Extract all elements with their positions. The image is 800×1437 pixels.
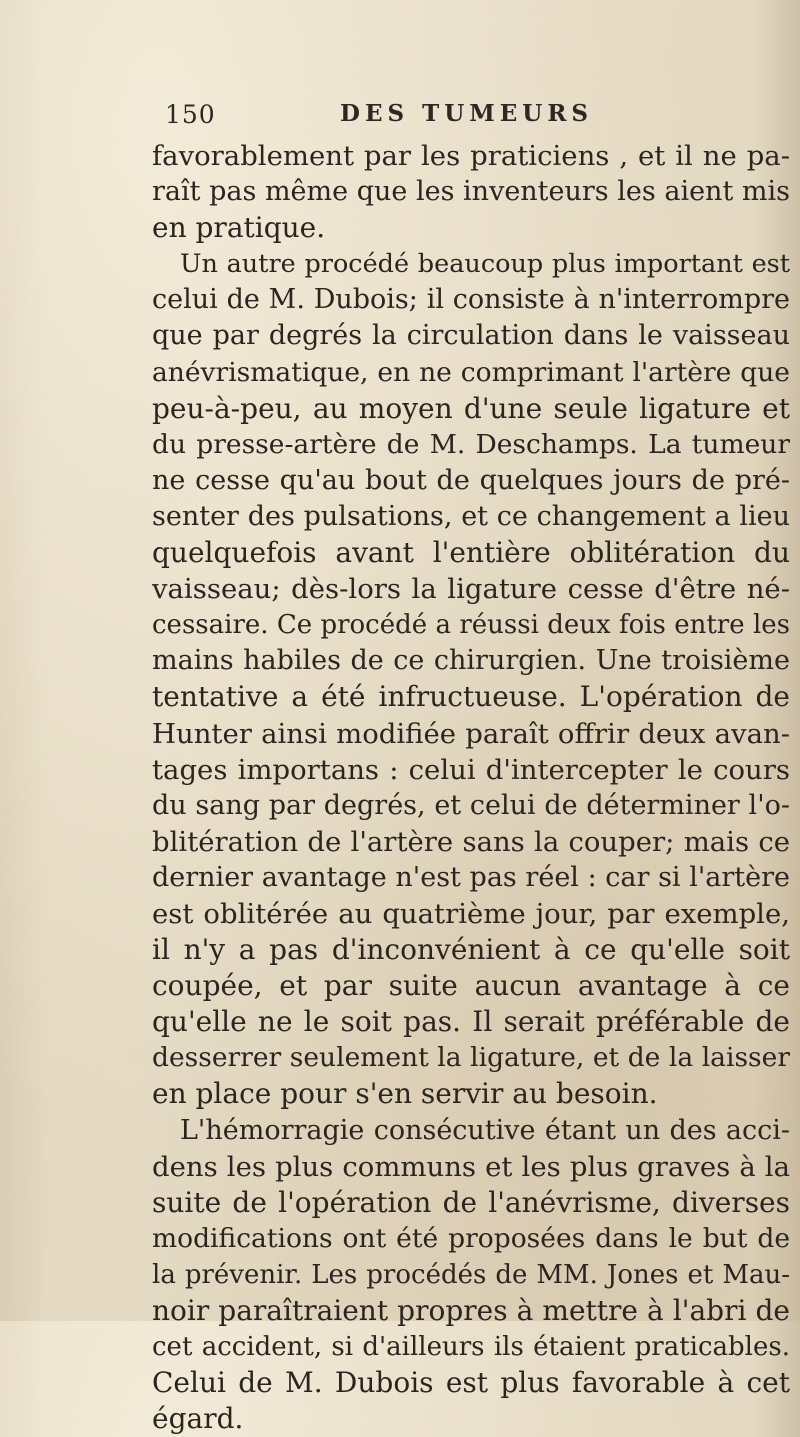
page-number: 150 (165, 100, 216, 129)
text-line: ne cesse qu'au bout de quelques jours de pré- (152, 464, 790, 496)
running-head (165, 100, 785, 140)
text-line: Hunter ainsi modifiée paraît offrir deux avan- (152, 717, 790, 750)
paragraph-start-line: Un autre procédé beaucoup plus important est (180, 249, 790, 280)
paragraph-start-line: L'hémorragie consécutive étant un des acci- (180, 1114, 790, 1146)
text-line: favorablement par les praticiens , et il ne pa- (152, 140, 790, 172)
text-line: vaisseau; dès-lors la ligature cesse d'être né- (152, 573, 790, 606)
text-line: il n'y a pas d'inconvénient à ce qu'elle soit (152, 933, 790, 967)
text-line: en place pour s'en servir au besoin. (152, 1077, 658, 1111)
text-line: tentative a été infructueuse. L'opération de (152, 680, 790, 714)
text-line: raît pas même que les inventeurs les aient mis (152, 176, 790, 208)
text-line: desserrer seulement la ligature, et de la laisser (152, 1042, 790, 1074)
text-line: égard. (152, 1402, 244, 1436)
text-line: modifications ont été proposées dans le but de (152, 1222, 790, 1254)
text-line: senter des pulsations, et ce changement a lieu (152, 500, 790, 532)
text-line: mains habiles de ce chirurgien. Une troisième (152, 645, 790, 677)
text-line: la prévenir. Les procédés de MM. Jones et Mau- (152, 1259, 790, 1290)
text-line: celui de M. Dubois; il consiste à n'interrompre (152, 284, 790, 316)
text-line: en pratique. (152, 211, 326, 245)
text-line: cet accident, si d'ailleurs ils étaient praticables. (152, 1332, 790, 1363)
text-line: quelquefois avant l'entière oblitération du (152, 536, 790, 570)
text-line: dens les plus communs et les plus graves à la (152, 1150, 790, 1183)
text-line: blitération de l'artère sans la couper; mais ce (152, 825, 790, 858)
text-line: noir paraîtraient propres à mettre à l'abri de (152, 1294, 790, 1327)
text-line: dernier avantage n'est pas réel : car si l'artère (152, 861, 790, 893)
text-line: peu-à-peu, au moyen d'une seule ligature et (152, 391, 790, 425)
text-line: qu'elle ne le soit pas. Il serait préférable de (152, 1005, 790, 1039)
running-title: DES TUMEURS (340, 100, 594, 127)
text-line: est oblitérée au quatrième jour, par exemple, (152, 897, 790, 930)
text-line: que par degrés la circulation dans le vaisseau (152, 320, 790, 352)
text-line: coupée, et par suite aucun avantage à ce (152, 969, 790, 1003)
text-line: du sang par degrés, et celui de déterminer l'o- (152, 789, 790, 821)
text-line: du presse-artère de M. Deschamps. La tumeur (152, 428, 790, 460)
body-text (152, 138, 790, 1437)
text-line: tages importans : celui d'intercepter le cours (152, 753, 790, 786)
text-line: Celui de M. Dubois est plus favorable à cet (152, 1366, 790, 1400)
text-line: suite de l'opération de l'anévrisme, diverses (152, 1185, 790, 1219)
text-line: anévrismatique, en ne comprimant l'artère que (152, 356, 790, 388)
text-line: cessaire. Ce procédé a réussi deux fois entre les (152, 610, 790, 641)
